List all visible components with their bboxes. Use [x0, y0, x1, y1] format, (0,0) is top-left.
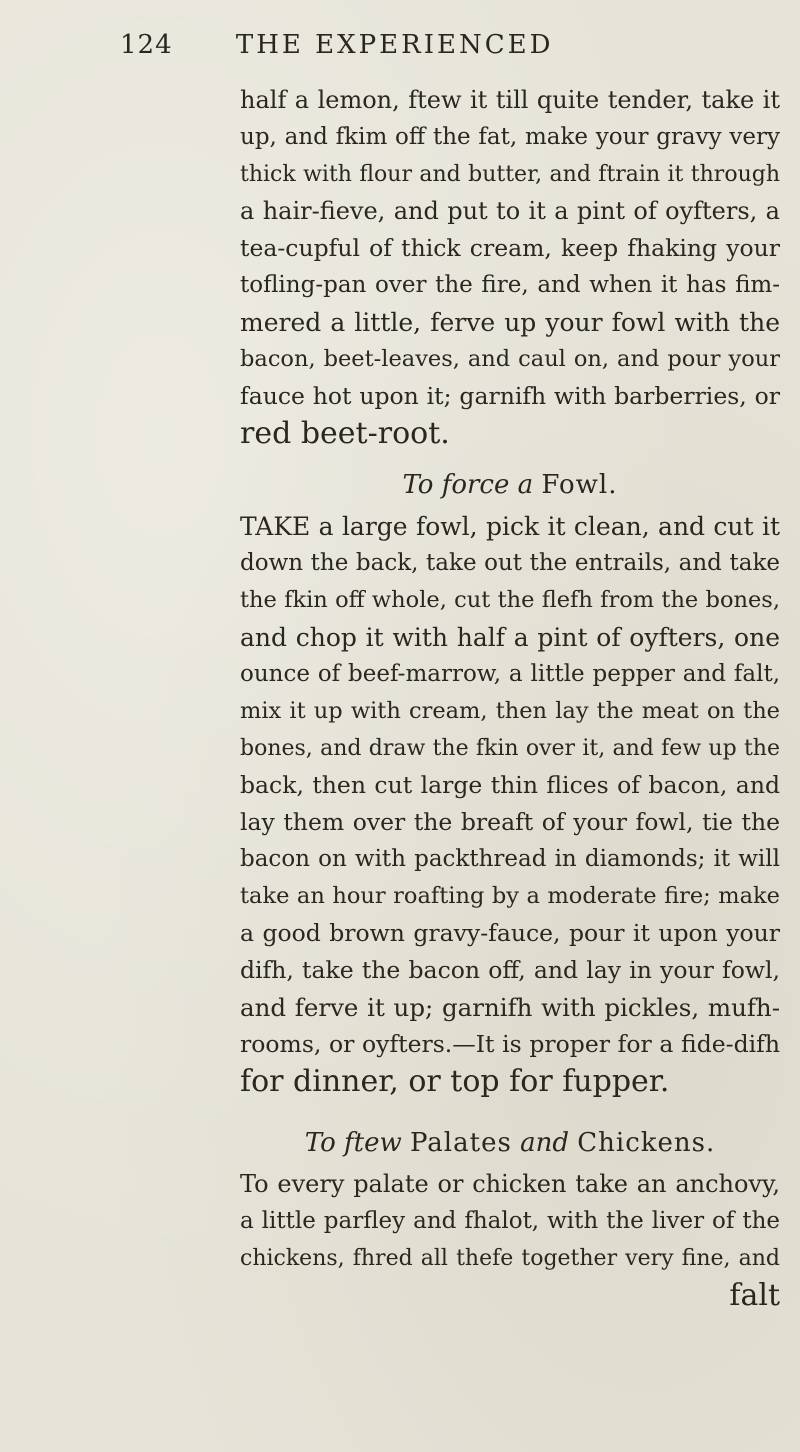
- text-line: fauce hot upon it; garnifh with barberries, or: [240, 382, 780, 410]
- text-line: down the back, take out the entrails, and take: [240, 550, 780, 576]
- text-line: up, and fkim off the fat, make your gravy very: [240, 124, 780, 150]
- text-line: and chop it with half a pint of oyfters, one: [240, 623, 780, 652]
- heading-word: Palates: [409, 1128, 512, 1158]
- text-line: a good brown gravy-fauce, pour it upon your: [240, 919, 780, 947]
- text-line: bones, and draw the fkin over it, and few up the: [240, 736, 780, 761]
- text-line: lay them over the breaft of your fowl, tie the: [240, 808, 780, 836]
- text-line: bacon, beet-leaves, and caul on, and pour your: [240, 346, 780, 372]
- text-line: tofling-pan over the fire, and when it has fim-: [240, 272, 780, 298]
- text-line: difh, take the bacon off, and lay in your fowl,: [240, 956, 780, 984]
- running-head: THE EXPERIENCED: [235, 30, 554, 60]
- text-line: chickens, fhred all thefe together very fine, and: [240, 1246, 780, 1271]
- text-line: a hair-fieve, and put to it a pint of oyfters, a: [240, 197, 780, 225]
- heading-word: Chickens.: [577, 1128, 716, 1158]
- text-line: take an hour roafting by a moderate fire; make: [240, 883, 780, 909]
- heading-word: Fowl.: [541, 470, 618, 500]
- text-line: rooms, or oyfters.—It is proper for a fide-difh: [240, 1030, 780, 1058]
- catchword: falt: [729, 1278, 780, 1313]
- heading-and: and: [520, 1128, 569, 1158]
- text-line: the fkin off whole, cut the flefh from the bones,: [240, 587, 780, 613]
- text-line: red beet-root.: [240, 416, 450, 451]
- text-line: To every palate or chicken take an anchovy,: [240, 1170, 780, 1198]
- text-line: for dinner, or top for fupper.: [240, 1064, 670, 1099]
- text-line: TAKE a large fowl, pick it clean, and cut it: [240, 512, 780, 541]
- text-line: and ferve it up; garnifh with pickles, mufh-: [240, 993, 780, 1022]
- text-line: back, then cut large thin flices of bacon, and: [240, 771, 780, 799]
- page-number: 124: [120, 30, 173, 60]
- text-line: ounce of beef-marrow, a little pepper and falt,: [240, 661, 780, 687]
- recipe-force-fowl: [240, 470, 780, 1100]
- text-line: tea-cupful of thick cream, keep fhaking your: [240, 234, 780, 262]
- text-line: mered a little, ferve up your fowl with the: [240, 308, 780, 337]
- heading-prefix: To force a: [402, 470, 534, 500]
- text-line: bacon on with packthread in diamonds; it will: [240, 846, 780, 872]
- paragraph-continuation: [240, 82, 780, 452]
- text-line: mix it up with cream, then lay the meat on the: [240, 698, 780, 724]
- text-line: a little parfley and fhalot, with the liver of the: [240, 1208, 780, 1234]
- recipe-heading: [240, 1128, 780, 1158]
- recipe-stew-palates: [240, 1128, 780, 1314]
- text-line: thick with flour and butter, and ftrain it through: [240, 162, 780, 187]
- heading-prefix: To ftew: [304, 1128, 402, 1158]
- page-header: [120, 30, 553, 60]
- text-line: half a lemon, ftew it till quite tender, take it: [240, 86, 780, 114]
- recipe-heading: [240, 470, 780, 500]
